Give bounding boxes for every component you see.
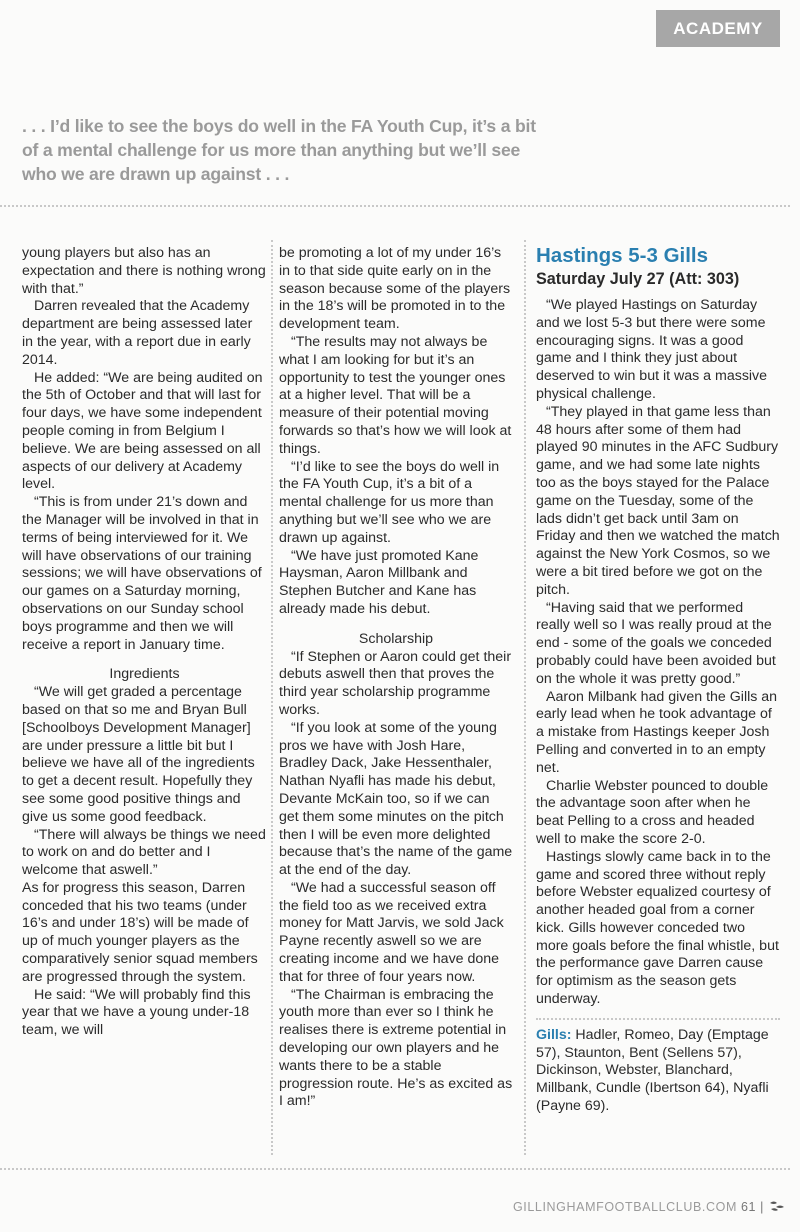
paragraph: “I’d like to see the boys do well in the FA Youth Cup, it’s a bit of a mental challenge for us more than anything but we’ll see who we are drawn up against. (279, 458, 500, 546)
divider (0, 205, 790, 207)
paragraph: Charlie Webster pounced to double the advantage soon after when he beat Pelling to a cross and headed well to make the score 2-0. (536, 777, 769, 847)
paragraph: “They played in that game less than 48 hours after some of them had played 90 minutes in the AFC Sudbury game, and we had some late nights too as the boys stayed for the Palace game on the Tuesday, some of the lads didn’t get back until 3am on Friday and then we watched the match against the New York Cosmos, so we were a bit tired before we got on the pitch. (536, 403, 780, 598)
paragraph: He said: “We will probably find this year that we have a young under-18 team, we will (22, 986, 251, 1039)
article-column-2 (279, 245, 513, 1111)
paragraph: “If you look at some of the young pros we have with Josh Hare, Bradley Dack, Jake Hessenthaler, Nathan Nyafli has made his debut, Devante McKain too, so if we can get them some minutes on the pitch then I will be even more delighted because that’s the name of the game at the end of the day. (279, 719, 513, 879)
paragraph: Darren revealed that the Academy department are being assessed later in the year, with a report due in early 2014. (22, 298, 253, 368)
paragraph: “If Stephen or Aaron could get their debuts aswell then that proves the third year scholarship programme works. (279, 648, 512, 718)
match-subtitle: Saturday July 27 (Att: 303) (536, 270, 740, 288)
paragraph: “The results may not always be what I am looking for but it’s an opportunity to test the younger ones at a higher level. That will be a measure of their potential moving forwards so that’s how we will look at things. (279, 333, 512, 457)
lineup-players: Hadler, Romeo, Day (Emptage 57), Staunton, Bent (Sellens 57), Dickinson, Webster, Blanchard, Millbank, Cundle (Ibertson 64), Nyafli (Payne 69). (536, 1026, 769, 1115)
article-column-1 (22, 245, 267, 1040)
column-divider (271, 240, 273, 1155)
lineup-label: Gills: (536, 1026, 572, 1043)
section-tab: ACADEMY (656, 10, 780, 47)
paragraph: “We will get graded a percentage based on that so me and Bryan Bull [Schoolboys Development Manager] are under pressure a little bit but I believe we have all of the ingredients to get a decent result. Hopefully they see some good positive things and give us some good feedback. (22, 684, 255, 825)
paragraph: He added: “We are being audited on the 5th of October and that will last for four days, we have some independent people coming in from Belgium I believe. We are being assessed on all aspects of our delivery at Academy level. (22, 369, 263, 493)
pull-quote: . . . I’d like to see the boys do well in the FA Youth Cup, it’s a bit of a mental challenge for us more than anything but we’ll see who we are drawn up against . . . (22, 116, 536, 184)
club-crest-icon (768, 1200, 786, 1214)
paragraph: be promoting a lot of my under 16’s in to that side quite early on in the season because some of the players in the 18’s will be promoted in to the development team. (279, 245, 511, 333)
paragraph: “We played Hastings on Saturday and we lost 5-3 but there were some encouraging signs. It was a good game and I think they just about deserved to win but it was a massive physical challenge. (536, 297, 768, 402)
paragraph: “We had a successful season off the field too as we received extra money for Matt Jarvis, we sold Jack Payne recently aswell so we are creating income and we have done that for three of four years now. (279, 879, 504, 985)
paragraph: “The Chairman is embracing the youth more than ever so I think he realises there is extreme potential in developing our own players and he wants there to be a stable progression route. He’s as excited as I am!” (279, 986, 513, 1110)
match-title: Hastings 5-3 Gills (536, 244, 709, 267)
paragraph: “We have just promoted Kane Haysman, Aaron Millbank and Stephen Butcher and Kane has already made his debut. (279, 547, 479, 617)
paragraph: Aaron Milbank had given the Gills an early lead when he took advantage of a mistake from Hastings keeper Josh Pelling and converted in to an empty net. (536, 688, 778, 776)
page-footer (496, 1200, 786, 1214)
column-divider (524, 240, 526, 1155)
paragraph: young players but also has an expectation and there is nothing wrong with that.” (22, 245, 266, 297)
paragraph: “This is from under 21’s down and the Manager will be involved in that in terms of being interviewed for it. We will have observations of our training sessions; we will have observations of our games on a Saturday morning, observations on our Sunday school boys programme and then we will receive a report in January time. (22, 494, 262, 653)
website-url: GILLINGHAMFOOTBALLCLUB.COM (512, 1200, 737, 1214)
divider (536, 1018, 780, 1020)
paragraph: “There will always be things we need to work on and do better and I welcome that aswell.” (22, 826, 266, 879)
paragraph: “Having said that we performed really well so I was really proud at the end - some of the goals we conceded probably could have been avoided but on the whole it was pretty good.” (536, 599, 776, 687)
team-lineup (536, 1027, 780, 1116)
page-number: 61 | (740, 1200, 764, 1214)
match-report-column (536, 244, 780, 1116)
section-heading: Ingredients (109, 666, 180, 683)
section-heading: Scholarship (358, 630, 434, 647)
paragraph: As for progress this season, Darren conceded that his two teams (under 16’s and under 18’s) will be made of up of much younger players as the comparatively senior squad members are progressed through the system. (22, 879, 258, 985)
paragraph: Hastings slowly came back in to the game and scored three without reply before Webster equalized courtesy of another headed goal from a corner kick. Gills however conceded two more goals before the final whistle, but the performance gave Darren cause for optimism as the season gets underway. (536, 848, 779, 1008)
divider (0, 1168, 790, 1170)
